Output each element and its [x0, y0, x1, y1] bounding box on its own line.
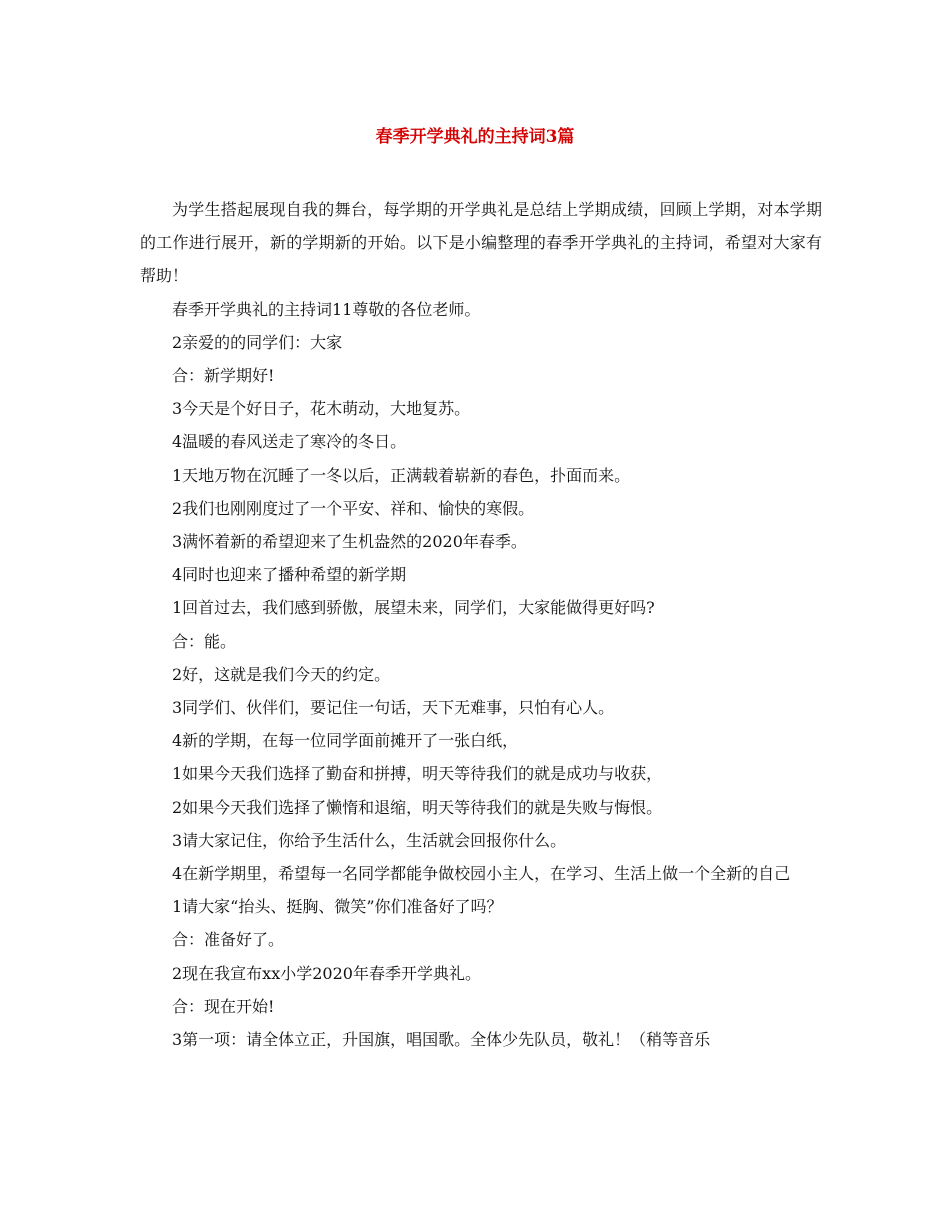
- paragraph: 为学生搭起展现自我的舞台，每学期的开学典礼是总结上学期成绩，回顾上学期，对本学期的工作进行展开，新的学期新的开始。以下是小编整理的春季开学典礼的主持词，希望对大家有帮助！: [140, 200, 822, 286]
- paragraph: 2我们也刚刚度过了一个平安、祥和、愉快的寒假。: [172, 498, 535, 518]
- paragraph: 3第一项：请全体立正，升国旗，唱国歌。全体少先队员，敬礼！（稍等音乐: [172, 1030, 711, 1050]
- paragraph: 4同时也迎来了播种希望的新学期: [172, 565, 407, 585]
- paragraph: 3今天是个好日子，花木萌动，大地复苏。: [172, 399, 471, 419]
- paragraph: 1请大家“抬头、挺胸、微笑”你们准备好了吗？: [172, 897, 503, 917]
- paragraph: 合：能。: [172, 631, 237, 651]
- paragraph: 1天地万物在沉睡了一冬以后，正满载着崭新的春色，扑面而来。: [172, 465, 631, 485]
- document-title: 春季开学典礼的主持词3篇: [375, 127, 575, 147]
- paragraph: 3请大家记住，你给予生活什么，生活就会回报你什么。: [172, 830, 567, 850]
- paragraph: 春季开学典礼的主持词11尊敬的各位老师。: [172, 299, 481, 319]
- paragraph: 合：准备好了。: [172, 930, 285, 950]
- paragraph: 合：新学期好!: [172, 366, 275, 386]
- paragraph: 1如果今天我们选择了勤奋和拼搏，明天等待我们的就是成功与收获，: [172, 764, 663, 784]
- paragraph: 合：现在开始!: [172, 996, 275, 1016]
- paragraph: 3同学们、伙伴们，要记住一句话，天下无难事，只怕有心人。: [172, 698, 615, 718]
- paragraph: 3满怀着新的希望迎来了生机盎然的2020年春季。: [172, 532, 527, 552]
- paragraph: 2现在我宣布xx小学2020年春季开学典礼。: [172, 963, 481, 983]
- paragraph: 2亲爱的的同学们：大家: [172, 332, 343, 352]
- document-body: [140, 193, 822, 1056]
- paragraph: 4新的学期，在每一位同学面前摊开了一张白纸，: [172, 731, 519, 751]
- paragraph: 2如果今天我们选择了懒惰和退缩，明天等待我们的就是失败与悔恨。: [172, 797, 663, 817]
- paragraph: 1回首过去，我们感到骄傲，展望未来，同学们，大家能做得更好吗?: [172, 598, 655, 618]
- paragraph: 2好，这就是我们今天的约定。: [172, 664, 391, 684]
- paragraph: 4温暖的春风送走了寒冷的冬日。: [172, 432, 407, 452]
- paragraph: 4在新学期里，希望每一名同学都能争做校园小主人，在学习、生活上做一个全新的自己: [172, 864, 791, 884]
